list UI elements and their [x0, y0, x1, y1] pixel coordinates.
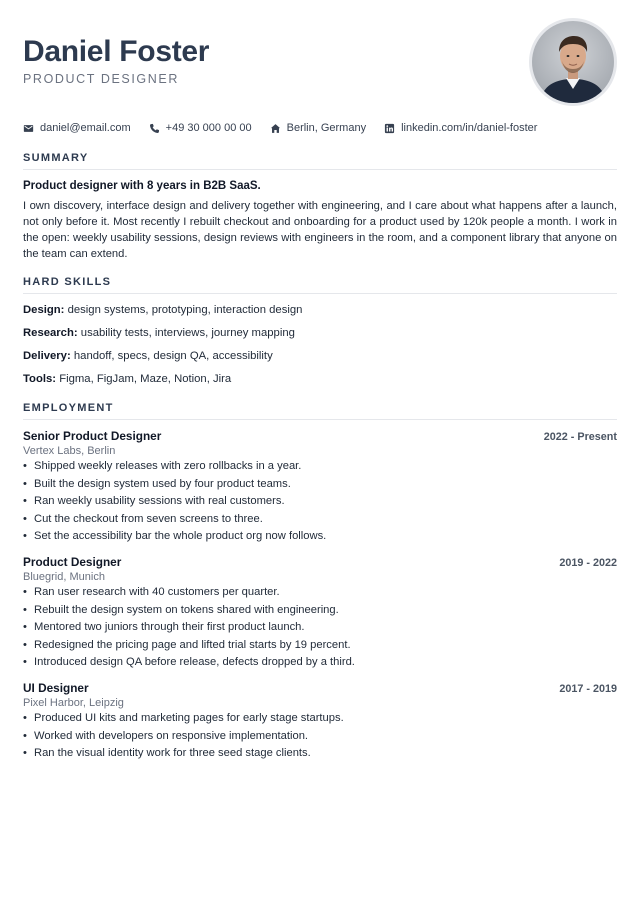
contact-phone[interactable] — [149, 122, 252, 134]
skill-label: Design: — [23, 304, 65, 316]
linkedin-icon — [384, 123, 395, 134]
job-dates: 2022 - Present — [543, 431, 617, 443]
list-item: • Introduced design QA before release, defects dropped by a third. — [23, 654, 617, 672]
contact-linkedin[interactable] — [384, 122, 537, 134]
list-item: • Ran user research with 40 customers per quarter. — [23, 584, 617, 602]
skill-item-delivery — [23, 349, 617, 363]
list-item: • Set the accessibility bar the whole product org now follows. — [23, 528, 617, 546]
employment-heading: EMPLOYMENT — [23, 402, 617, 420]
job-title: Product Designer — [23, 554, 122, 569]
candidate-name: Daniel Foster — [23, 35, 210, 68]
skill-value: usability tests, interviews, journey mapping — [80, 327, 295, 339]
list-item: • Worked with developers on responsive implementation. — [23, 728, 617, 746]
summary-lead: Product designer with 8 years in B2B SaaS. — [23, 180, 261, 192]
job-header — [23, 555, 617, 569]
skill-item-research — [23, 326, 617, 340]
job-title: UI Designer — [23, 680, 89, 695]
job-bullets — [23, 584, 617, 672]
email-icon — [23, 123, 34, 134]
skill-item-design — [23, 303, 617, 317]
contact-location-text: Berlin, Germany — [286, 122, 367, 134]
job-bullets — [23, 458, 617, 546]
profile-photo — [532, 21, 614, 103]
list-item: • Cut the checkout from seven screens to three. — [23, 511, 617, 529]
summary-heading: SUMMARY — [23, 152, 617, 170]
skill-label: Tools: — [23, 373, 57, 385]
job-header — [23, 681, 617, 695]
skill-value: design systems, prototyping, interaction design — [67, 304, 303, 316]
list-item: • Redesigned the pricing page and lifted trial starts by 19 percent. — [23, 637, 617, 655]
skill-value: Figma, FigJam, Maze, Notion, Jira — [59, 373, 232, 385]
list-item: • Built the design system used by four product teams. — [23, 476, 617, 494]
home-icon — [270, 123, 281, 134]
job-company: Pixel Harbor, Leipzig — [23, 696, 124, 709]
job-company: Vertex Labs, Berlin — [23, 445, 116, 457]
candidate-role: PRODUCT DESIGNER — [23, 72, 179, 86]
contact-email-text: daniel@email.com — [40, 122, 131, 134]
job-title: Senior Product Designer — [23, 429, 162, 443]
job-bullets — [23, 710, 617, 763]
skill-label: Delivery: — [23, 350, 71, 362]
list-item: • Rebuilt the design system on tokens shared with engineering. — [23, 602, 617, 620]
skill-value: handoff, specs, design QA, accessibility — [73, 350, 273, 362]
avatar — [529, 18, 617, 106]
contact-location — [270, 122, 366, 134]
list-item: • Mentored two juniors through their first product launch. — [23, 619, 617, 637]
list-item: • Produced UI kits and marketing pages for early stage startups. — [23, 710, 617, 728]
job-company: Bluegrid, Munich — [23, 570, 105, 583]
contact-email[interactable] — [23, 122, 131, 134]
contact-linkedin-text: linkedin.com/in/daniel-foster — [401, 122, 538, 134]
skill-label: Research: — [23, 327, 78, 339]
skill-item-tools — [23, 372, 617, 386]
list-item: • Ran the visual identity work for three seed stage clients. — [23, 745, 617, 763]
job-header — [23, 429, 617, 443]
job-dates: 2017 - 2019 — [559, 682, 617, 695]
job-entry — [23, 429, 617, 546]
contact-phone-text: +49 30 000 00 00 — [165, 122, 252, 134]
skills-list — [23, 303, 617, 386]
list-item: • Ran weekly usability sessions with real customers. — [23, 493, 617, 511]
job-dates: 2019 - 2022 — [559, 556, 617, 569]
contact-bar — [23, 118, 617, 138]
resume-header — [23, 0, 617, 112]
job-entry — [23, 681, 617, 763]
job-entry — [23, 555, 617, 672]
skills-heading: HARD SKILLS — [23, 276, 617, 294]
phone-icon — [149, 123, 160, 134]
list-item: • Shipped weekly releases with zero rollbacks in a year. — [23, 458, 617, 476]
summary-text: I own discovery, interface design and delivery together with engineering, and I care about what happens after a launch, not only before it. Most recently I rebuilt checkout and onboarding for a product used by 120k people a month. I work in the open: weekly usability sessions, design reviews with engineers in the room, and a component library that anyone on the team can extend. — [23, 200, 617, 260]
